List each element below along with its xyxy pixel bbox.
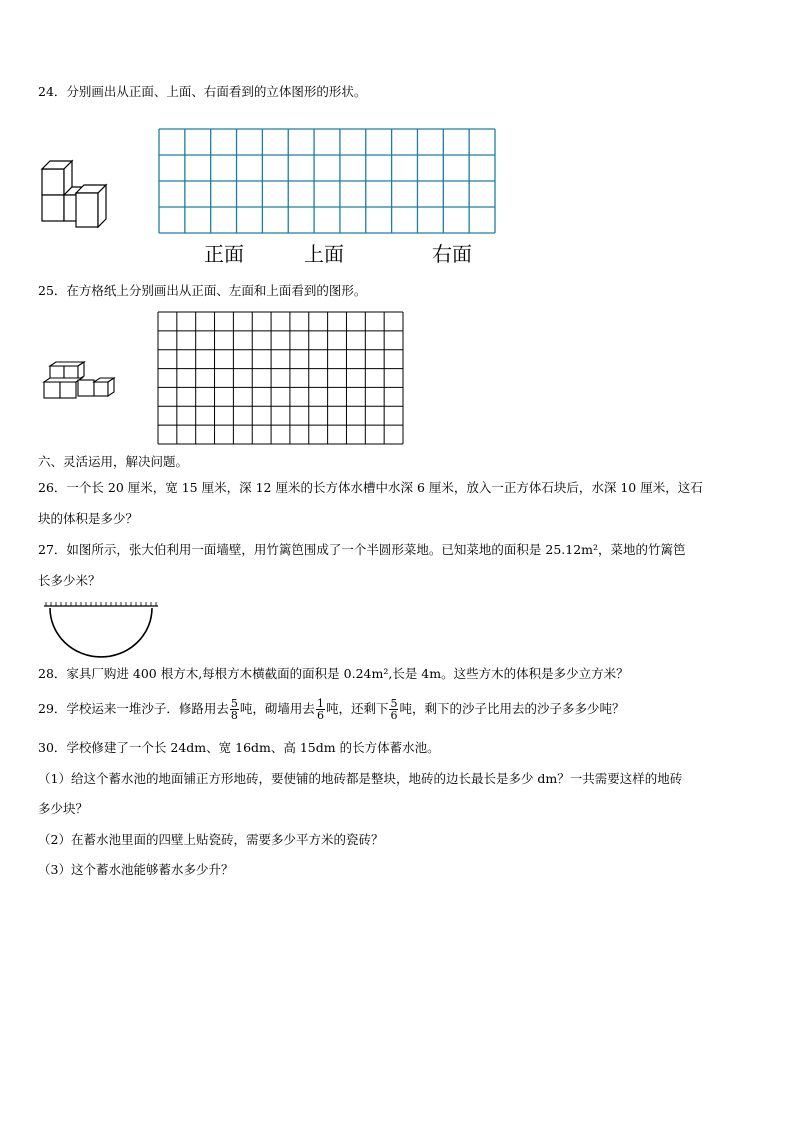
q29-part3: 吨，还剩下 — [325, 701, 389, 716]
q29-part4: 吨，剩下的沙子比用去的沙子多多少吨？ — [399, 701, 625, 716]
fraction-5-8: $\frac{5}{8}$ — [230, 697, 238, 722]
q30-text: 30．学校修建了一个长 24dm、宽 16dm、高 15dm 的长方体蓄水池。 — [38, 740, 440, 755]
semicircle-garden-figure — [40, 600, 162, 660]
q29-text — [38, 698, 624, 721]
q26-line2: 块的体积是多少？ — [38, 511, 139, 526]
section6-heading: 六、灵活运用，解决问题。 — [38, 454, 189, 469]
q30-sub2: （2）在蓄水池里面的四壁上贴瓷砖，需要多少平方米的瓷砖？ — [38, 832, 384, 847]
q27-line2: 长多少米？ — [38, 573, 101, 588]
q30-sub1-line2: 多少块？ — [38, 801, 89, 816]
fraction-1-6: $\frac{1}{6}$ — [316, 697, 324, 722]
q28-text: 28．家具厂购进 400 根方木,每根方木横截面的面积是 0.24m²,长是 4m。这些方木的体积是多少立方米？ — [38, 666, 629, 681]
q29-part2: 吨，砌墙用去 — [239, 701, 315, 716]
q30-sub3: （3）这个蓄水池能够蓄水多少升？ — [38, 862, 234, 877]
label-front: 正面 — [204, 242, 244, 266]
q30-sub1-line1: （1）给这个蓄水池的地面铺正方形地砖，要使铺的地砖都是整块，地砖的边长最长是多少 dm？一共需要这样的地砖 — [38, 771, 683, 786]
q24-grid[interactable] — [158, 128, 496, 234]
q25-grid[interactable] — [157, 311, 404, 445]
q29-part1: 29．学校运来一堆沙子．修路用去 — [38, 701, 229, 716]
q26-line1: 26．一个长 20 厘米，宽 15 厘米，深 12 厘米的长方体水槽中水深 6 厘米，放入一正方体石块后，水深 10 厘米，这石 — [38, 480, 703, 495]
q27-line1: 27．如图所示，张大伯利用一面墙壁，用竹篱笆围成了一个半圆形菜地。已知菜地的面积是 25.12m²，菜地的竹篱笆 — [38, 542, 686, 557]
label-top: 上面 — [304, 242, 344, 266]
q25-cubes-figure — [40, 360, 120, 402]
fraction-5-6: $\frac{5}{6}$ — [390, 697, 398, 722]
q25-text: 25．在方格纸上分别画出从正面、左面和上面看到的图形。 — [38, 283, 367, 298]
label-right: 右面 — [432, 242, 472, 266]
q24-cubes-figure — [38, 155, 110, 235]
q24-text: 24．分别画出从正面、上面、右面看到的立体图形的形状。 — [38, 84, 367, 99]
